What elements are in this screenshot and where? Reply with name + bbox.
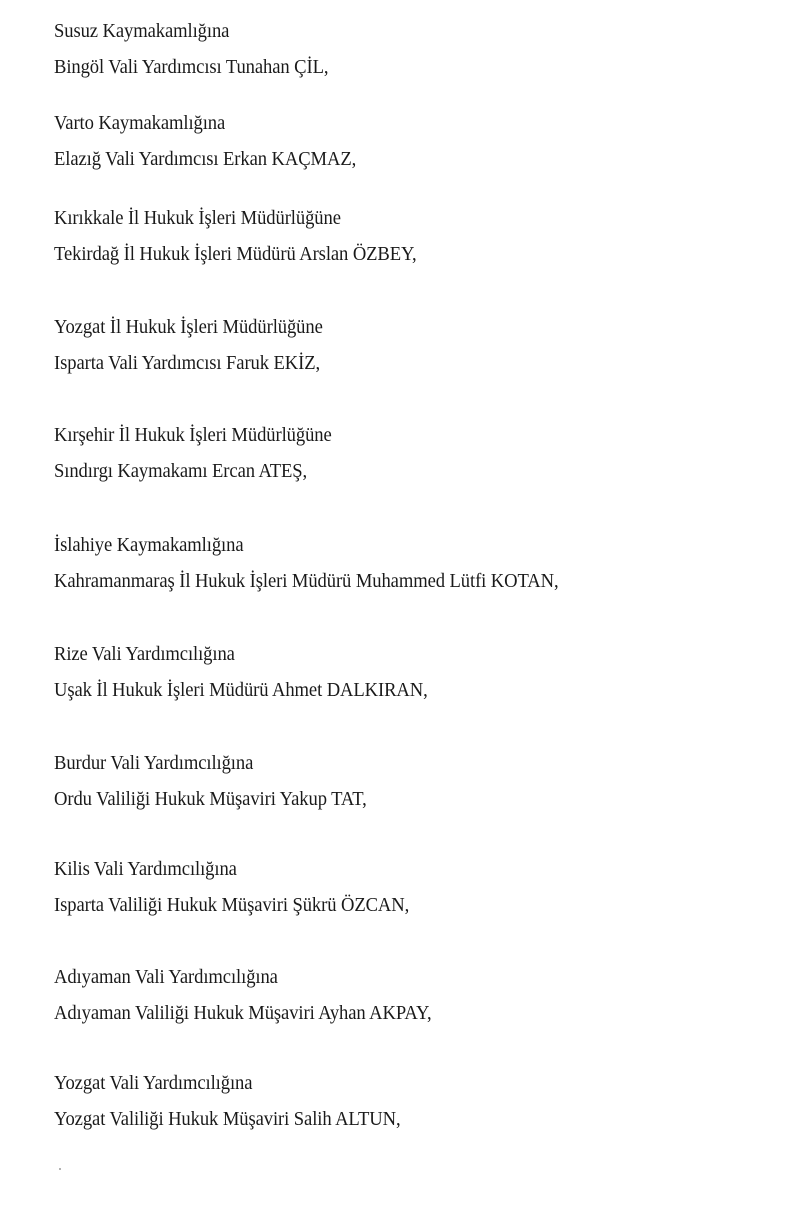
position-title: Susuz Kaymakamlığına	[54, 20, 230, 42]
appointment-entry	[54, 200, 774, 272]
appointee-line: Adıyaman Valiliği Hukuk Müşaviri Ayhan AKPAY,	[54, 1002, 432, 1024]
appointment-entry	[54, 309, 774, 381]
appointee-line: Uşak İl Hukuk İşleri Müdürü Ahmet DALKIRAN,	[54, 679, 428, 701]
appointment-entry	[54, 636, 774, 708]
appointment-entry	[54, 851, 774, 923]
position-title: Rize Vali Yardımcılığına	[54, 643, 235, 665]
appointee-line: Sındırgı Kaymakamı Ercan ATEŞ,	[54, 460, 308, 482]
appointment-entry	[54, 959, 774, 1031]
appointment-entry	[54, 13, 774, 85]
appointee-line: Isparta Valiliği Hukuk Müşaviri Şükrü ÖZCAN,	[54, 894, 410, 916]
appointee-line: Tekirdağ İl Hukuk İşleri Müdürü Arslan ÖZBEY,	[54, 243, 417, 265]
appointee-line: Elazığ Vali Yardımcısı Erkan KAÇMAZ,	[54, 148, 357, 170]
appointment-entry	[54, 105, 774, 177]
position-title: Burdur Vali Yardımcılığına	[54, 752, 254, 774]
appointee-line: Bingöl Vali Yardımcısı Tunahan ÇİL,	[54, 56, 329, 78]
appointee-line: Ordu Valiliği Hukuk Müşaviri Yakup TAT,	[54, 788, 367, 810]
appointment-entry	[54, 417, 774, 489]
appointee-line: Kahramanmaraş İl Hukuk İşleri Müdürü Muhammed Lütfi KOTAN,	[54, 570, 559, 592]
appointee-line: Isparta Vali Yardımcısı Faruk EKİZ,	[54, 352, 321, 374]
position-title: Varto Kaymakamlığına	[54, 112, 226, 134]
position-title: Kilis Vali Yardımcılığına	[54, 858, 237, 880]
position-title: Kırıkkale İl Hukuk İşleri Müdürlüğüne	[54, 207, 341, 229]
appointment-entry	[54, 1065, 774, 1137]
position-title: İslahiye Kaymakamlığına	[54, 534, 244, 556]
scan-speck	[59, 1168, 61, 1170]
appointee-line: Yozgat Valiliği Hukuk Müşaviri Salih ALTUN,	[54, 1108, 401, 1130]
appointment-entry	[54, 745, 774, 817]
position-title: Yozgat İl Hukuk İşleri Müdürlüğüne	[54, 316, 323, 338]
position-title: Kırşehir İl Hukuk İşleri Müdürlüğüne	[54, 424, 332, 446]
position-title: Adıyaman Vali Yardımcılığına	[54, 966, 278, 988]
appointment-entry	[54, 527, 774, 599]
position-title: Yozgat Vali Yardımcılığına	[54, 1072, 253, 1094]
